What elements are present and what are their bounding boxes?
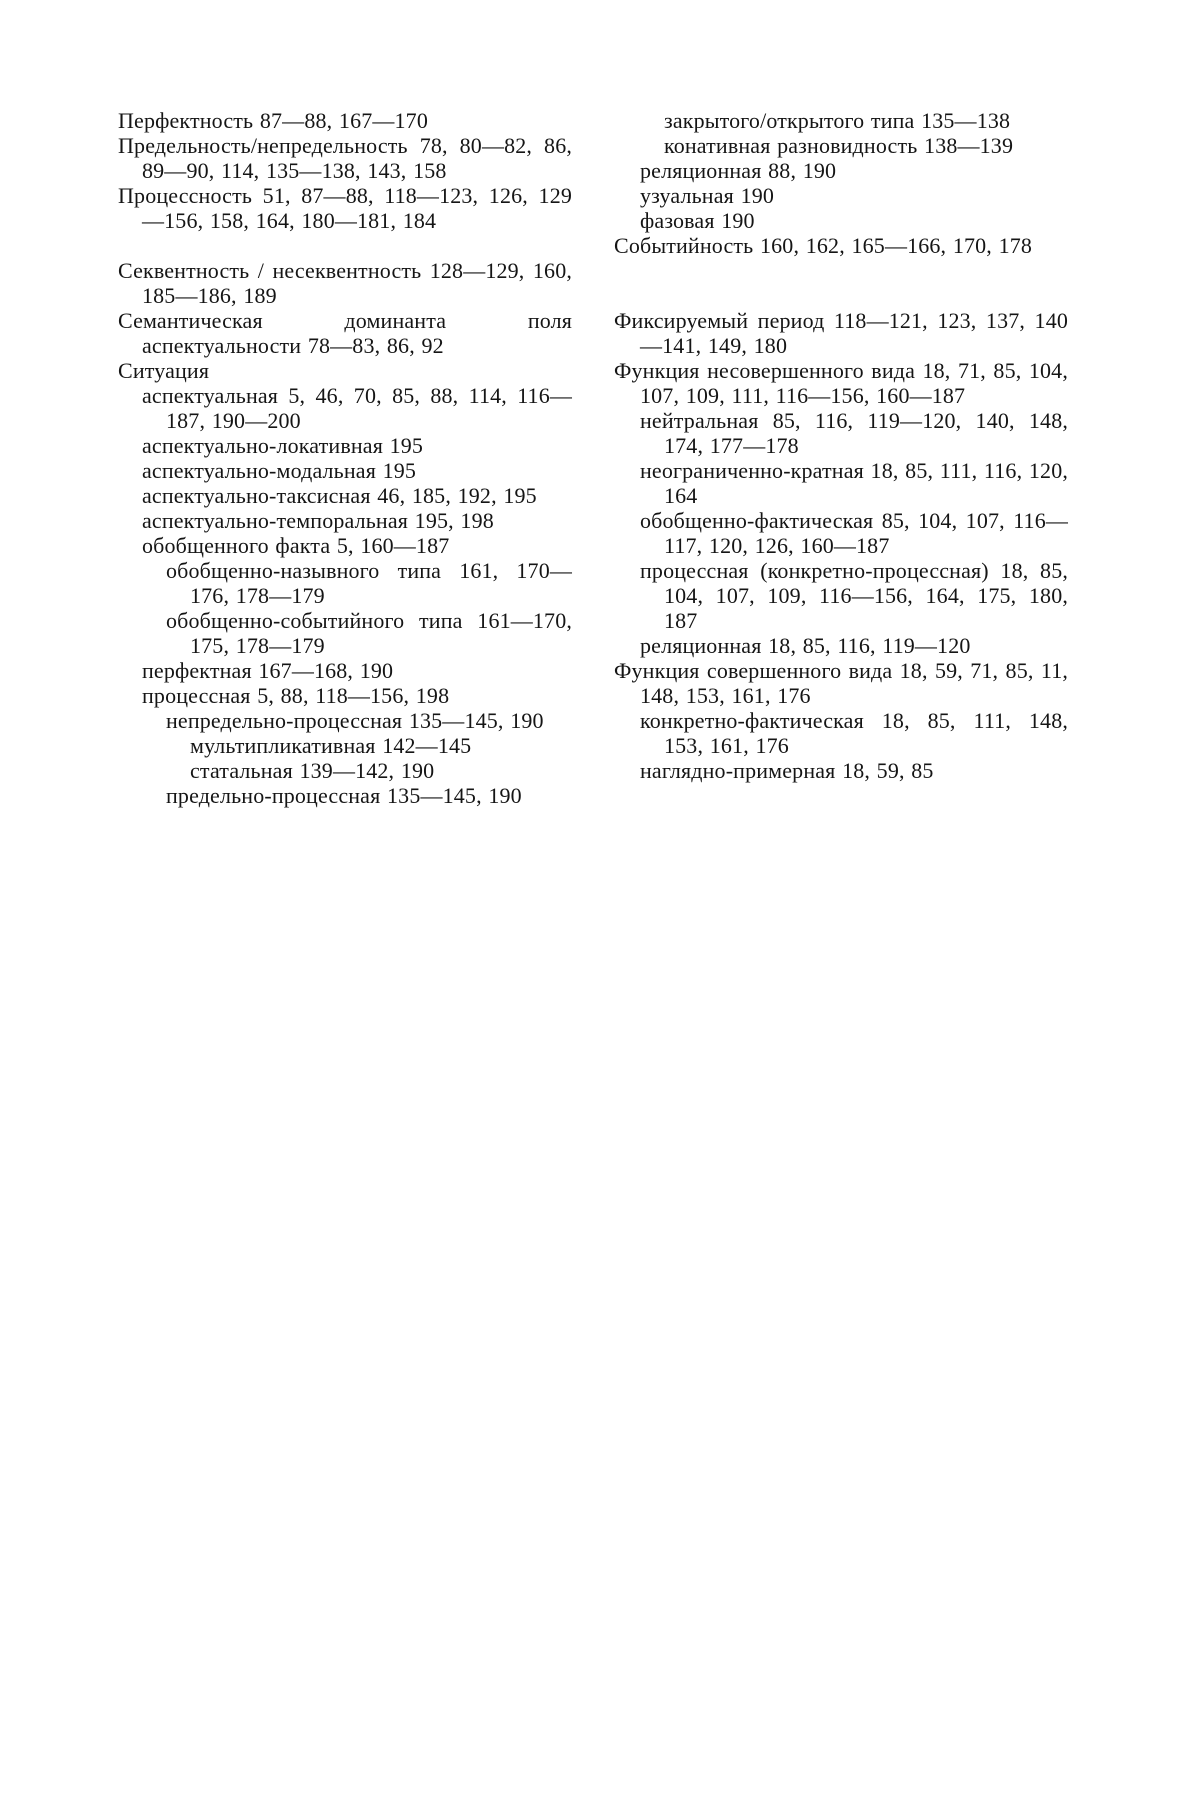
index-subentry: фазовая 190	[640, 208, 755, 233]
index-entry: Перфектность 87—88, 167—170	[118, 108, 428, 133]
index-subentry: аспектуально-таксисная 46, 185, 192, 195	[142, 483, 537, 508]
index-entry: Фиксируемый период 118—121, 123, 137, 140—141, 149, 180	[614, 308, 1068, 358]
index-subentry: наглядно-примерная 18, 59, 85	[640, 758, 934, 783]
index-subentry: нейтральная 85, 116, 119—120, 140, 148, 174, 177—178	[640, 408, 1068, 458]
index-subsubsubentry: мультипликативная 142—145	[190, 733, 472, 758]
index-subsubentry: конативная разновидность 138—139	[664, 133, 1014, 158]
index-entry: Процессность 51, 87—88, 118—123, 126, 129—156, 158, 164, 180—181, 184	[118, 183, 572, 233]
index-subsubsubentry: статальная 139—142, 190	[190, 758, 435, 783]
entry-gap	[614, 258, 1068, 308]
index-entry: Ситуация	[118, 358, 210, 383]
index-subsubentry: непредельно-процессная 135—145, 190	[166, 708, 544, 733]
index-subsubentry: предельно-процессная 135—145, 190	[166, 783, 522, 808]
index-entry: Функция совершенного вида 18, 59, 71, 85, 11, 148, 153, 161, 176	[614, 658, 1068, 708]
index-column-right	[614, 108, 1068, 783]
index-entry: Предельность/непредельность 78, 80—82, 86, 89—90, 114, 135—138, 143, 158	[118, 133, 572, 183]
index-subentry: перфектная 167—168, 190	[142, 658, 394, 683]
index-subsubentry: обобщенно-назывного типа 161, 170—176, 178—179	[166, 558, 572, 608]
index-subentry: реляционная 88, 190	[640, 158, 837, 183]
entry-gap	[118, 233, 572, 258]
index-subentry: аспектуальная 5, 46, 70, 85, 88, 114, 116—187, 190—200	[142, 383, 572, 433]
index-column-left	[118, 108, 572, 808]
index-subentry: аспектуально-темпоральная 195, 198	[142, 508, 494, 533]
index-subentry: аспектуально-локативная 195	[142, 433, 424, 458]
index-subentry: процессная 5, 88, 118—156, 198	[142, 683, 450, 708]
index-subentry: обобщенного факта 5, 160—187	[142, 533, 450, 558]
index-entry: Функция несовершенного вида 18, 71, 85, 104, 107, 109, 111, 116—156, 160—187	[614, 358, 1068, 408]
index-subentry: конкретно-фактическая 18, 85, 111, 148, 153, 161, 176	[640, 708, 1068, 758]
index-entry: Событийность 160, 162, 165—166, 170, 178	[614, 233, 1033, 258]
index-subsubentry: закрытого/открытого типа 135—138	[664, 108, 1011, 133]
index-subentry: процессная (конкретно-процессная) 18, 85, 104, 107, 109, 116—156, 164, 175, 180, 187	[640, 558, 1068, 633]
index-subentry: обобщенно-фактическая 85, 104, 107, 116—117, 120, 126, 160—187	[640, 508, 1068, 558]
index-entry: Семантическая доминанта поля аспектуальности 78—83, 86, 92	[118, 308, 572, 358]
index-subentry: аспектуально-модальная 195	[142, 458, 417, 483]
index-subentry: неограниченно-кратная 18, 85, 111, 116, 120, 164	[640, 458, 1068, 508]
index-subsubentry: обобщенно-событийного типа 161—170, 175, 178—179	[166, 608, 572, 658]
index-entry: Секвентность / несеквентность 128—129, 160, 185—186, 189	[118, 258, 572, 308]
index-subentry: узуальная 190	[640, 183, 775, 208]
index-subentry: реляционная 18, 85, 116, 119—120	[640, 633, 971, 658]
